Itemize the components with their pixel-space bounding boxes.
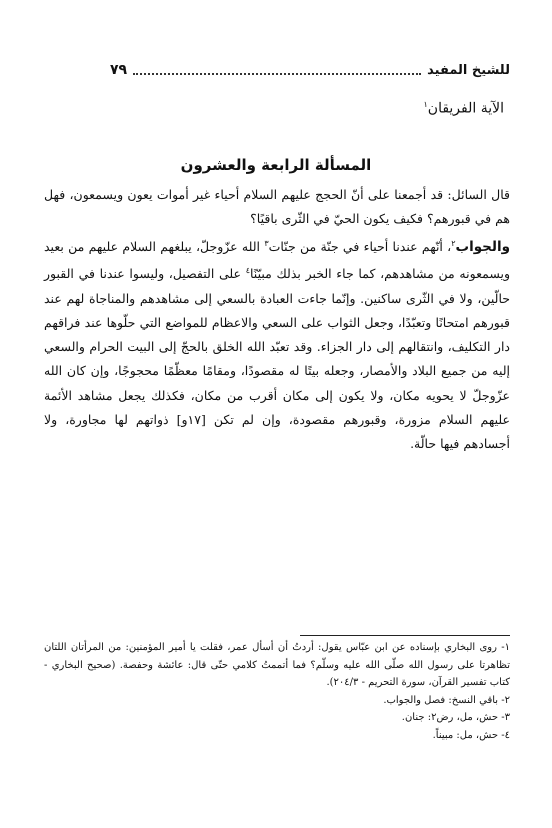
footnote-1: ١- روى البخاري بإسناده عن ابن عبّاس يقول: أردتُ أن أسأل عمر، فقلت يا أمير المؤمنين: من المرأتان اللتان تظاهرتا على رسول الله صلّى الله عليه وسلّم؟ فما أتممتُ كلامي حتّى قال: عائشة وحفصة. (صحيح البخاري - كتاب تفسير القرآن، سورة التحريم - ٢٠٤/٣). <box>44 642 510 689</box>
answer-text-2: الله عزّوجلّ، يبلغهم السلام عليهم من بعيد ويسمعونه من مشاهدهم، كما جاء الخبر بذلك مبيّنًا <box>44 238 510 282</box>
answer-lead: والجواب <box>455 238 510 255</box>
answer-text-1: ، أنّهم عندنا أحياء في جنّة من جنّات <box>268 238 452 254</box>
footnote-ref-4: ٤ <box>245 266 250 276</box>
header-dot-leader <box>133 65 421 75</box>
answer-text-3: على التفصيل، وليسوا عندنا في القبور حالّين، ولا في الثّرى ساكنين. وإنّما جاءت العبادة بالسعي إلى مشاهدهم والمناجاة لهم عند قبورهم امتحانًا وتعبّدًا، وجعل الثواب على السعي والاعظام للمواضع التي حلّوها عند فراقهم دار التكليف، وانتقالهم إلى دار الجزاء. وقد تعبّد الله الخلق بالحجّ إلى البيت الحرام والسعي إليه من جميع البلاد والأمصار، وجعله بيتًا له مقصودًا، ومقامًا معظّمًا محجوجًا، وإن كان الله عزّوجلّ لا يحويه مكان، ولا يكون إلى مكان أقرب من مكان، فكذلك يجعل مشاهد الأئمة عليهم السلام مزورة، وقبورهم مقصودة، وإن لم تكن [١٧و] ذواتهم لها مجاورة، ولا أجسادهم فيها حالّة. <box>44 266 510 452</box>
page-number: ٧٩ <box>110 62 128 78</box>
footnote-ref-2: ٢ <box>451 238 456 248</box>
main-text <box>44 183 510 457</box>
footnote-3: ٣- حش، مل، رض٢: جنان. <box>401 712 510 724</box>
footnote-divider <box>300 635 510 636</box>
carry-over-text: الآية الفريقان <box>427 100 504 117</box>
footnote-ref-1: ١ <box>423 100 428 109</box>
section-heading: المسألة الرابعة والعشرون <box>180 156 372 174</box>
footnote-ref-3: ٣ <box>264 238 269 248</box>
header-title: للشيخ المفيد <box>427 62 510 78</box>
running-header <box>110 62 510 78</box>
footnotes <box>44 639 510 745</box>
question-paragraph: قال السائل: قد أجمعنا على أنّ الحجج عليهم السلام أحياء غير أموات يعون ويسمعون، فهل هم في قبورهم؟ فكيف يكون الحيّ في الثّرى باقيًا؟ <box>44 187 510 227</box>
answer-paragraph <box>44 232 510 457</box>
footnote-2: ٢- باقي النسخ: فصل والجواب. <box>383 694 510 706</box>
carry-over-line <box>423 100 504 117</box>
footnote-4: ٤- حش، مل: مبيناً. <box>432 729 510 741</box>
